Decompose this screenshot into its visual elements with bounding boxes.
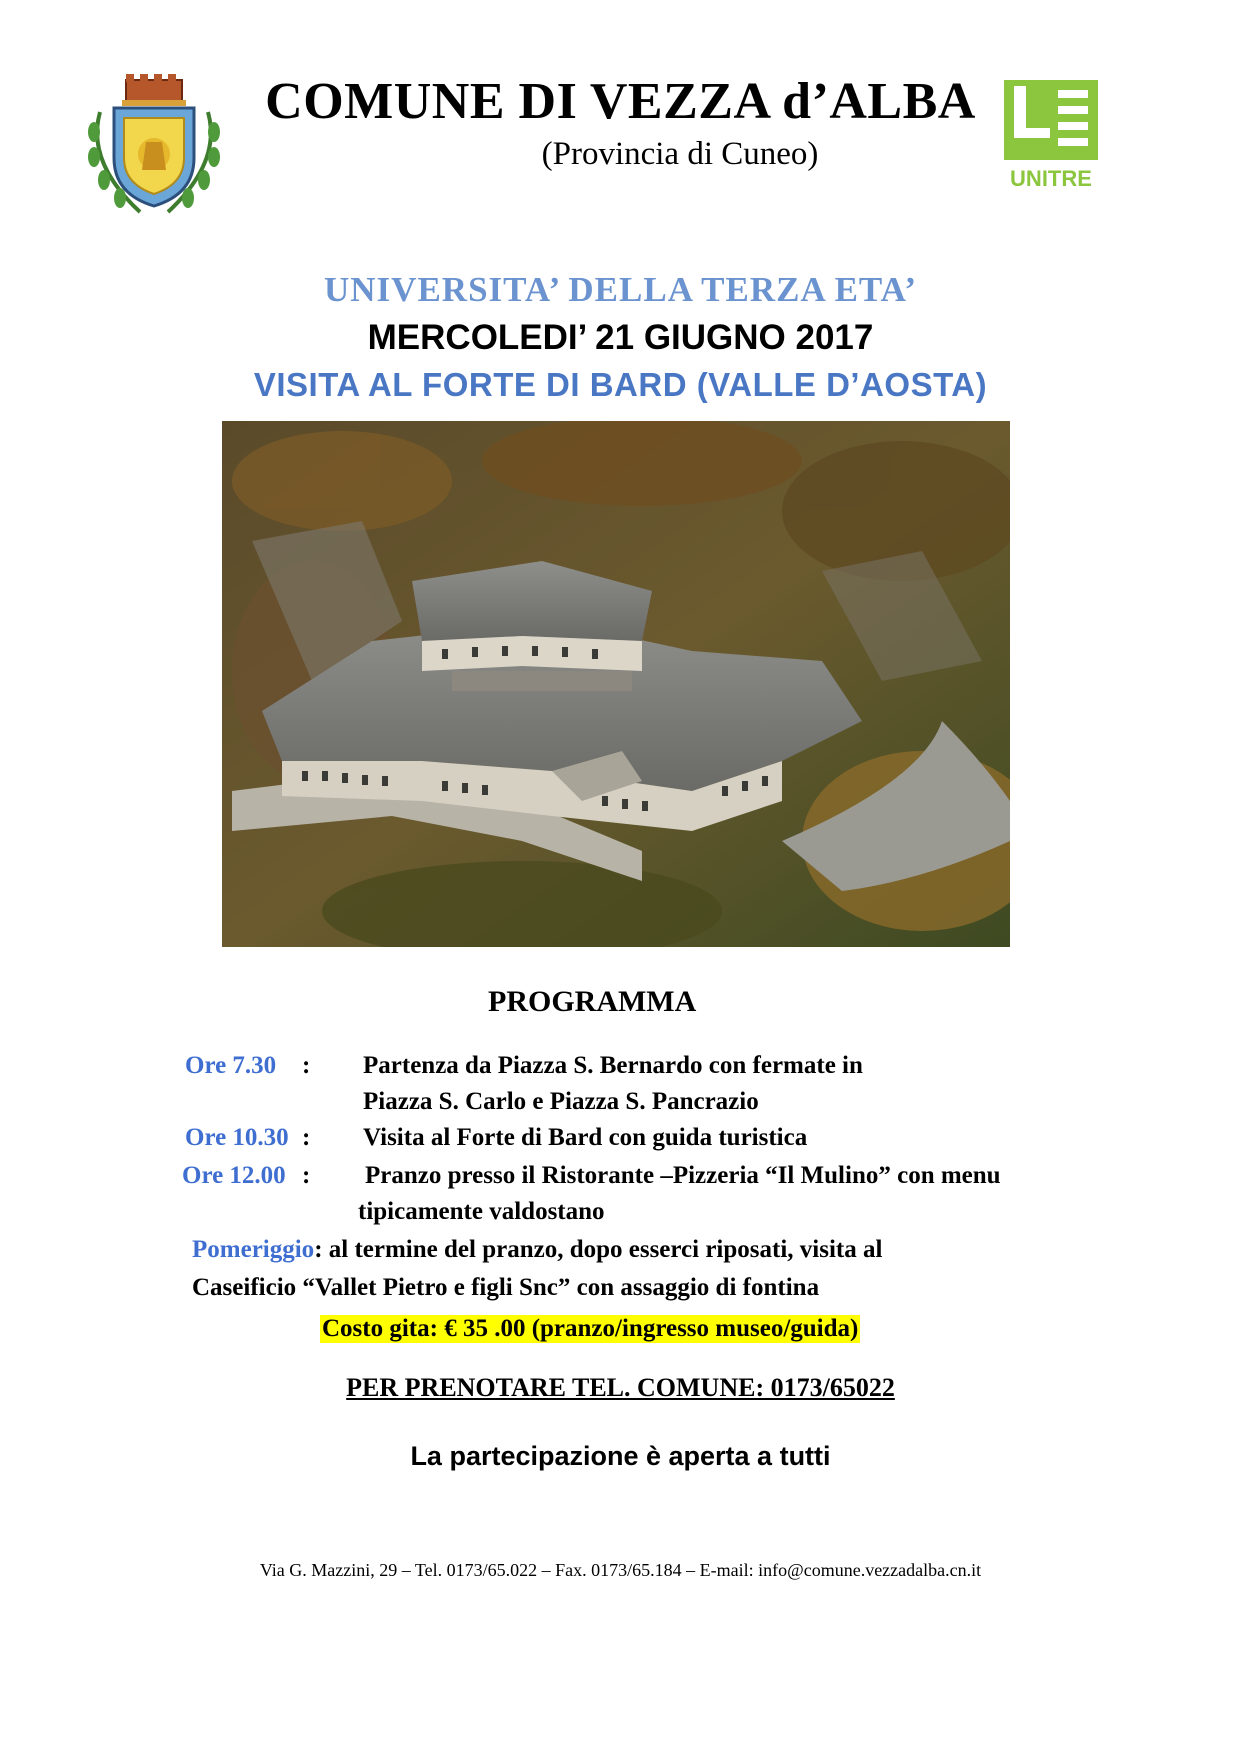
schedule-line-2a: Visita al Forte di Bard con guida turistica: [363, 1124, 808, 1151]
municipality-title: COMUNE DI VEZZA d’ALBA: [265, 73, 976, 130]
afternoon-label: Pomeriggio: [192, 1236, 315, 1263]
schedule-colon-3: :: [302, 1162, 311, 1189]
schedule-line-3b: tipicamente valdostano: [358, 1198, 605, 1225]
unitre-logo-icon: [1004, 80, 1098, 190]
trip-cost: Costo gita: € 35 .00 (pranzo/ingresso museo/guida): [322, 1315, 859, 1342]
schedule-line-1a: Partenza da Piazza S. Bernardo con fermate in: [363, 1052, 863, 1079]
afternoon-text-1: : al termine del pranzo, dopo esserci riposati, visita al: [314, 1236, 883, 1263]
schedule-colon-2: :: [302, 1124, 311, 1151]
schedule-colon-1: :: [302, 1052, 311, 1079]
afternoon-line-1: [192, 1236, 882, 1264]
schedule-line-1b: Piazza S. Carlo e Piazza S. Pancrazio: [363, 1088, 759, 1115]
afternoon-text-2: Caseificio “Vallet Pietro e figli Snc” con assaggio di fontina: [192, 1274, 820, 1301]
schedule-line-3a: Pranzo presso il Ristorante –Pizzeria “Il Mulino” con menu: [365, 1162, 1001, 1189]
schedule-time-3: Ore 12.00: [182, 1162, 286, 1189]
province-subtitle: (Provincia di Cuneo): [541, 136, 819, 172]
event-date: MERCOLEDI’ 21 GIUGNO 2017: [367, 318, 874, 357]
programma-heading: PROGRAMMA: [488, 985, 697, 1018]
booking-phone: PER PRENOTARE TEL. COMUNE: 0173/65022: [346, 1373, 895, 1402]
schedule-time-1: Ore 7.30: [185, 1052, 277, 1079]
event-title: VISITA AL FORTE DI BARD (VALLE D’AOSTA): [253, 366, 988, 403]
forte-di-bard-photo: [222, 421, 1010, 947]
organization-heading: UNIVERSITA’ DELLA TERZA ETA’: [324, 270, 917, 309]
footer-contacts: Via G. Mazzini, 29 – Tel. 0173/65.022 – Fax. 0173/65.184 – E-mail: info@comune.vezzadalba.cn.it: [259, 1560, 982, 1580]
schedule-time-2: Ore 10.30: [185, 1124, 289, 1151]
unitre-label: UNITRE: [1010, 166, 1092, 190]
participation-note: La partecipazione è aperta a tutti: [410, 1441, 831, 1471]
